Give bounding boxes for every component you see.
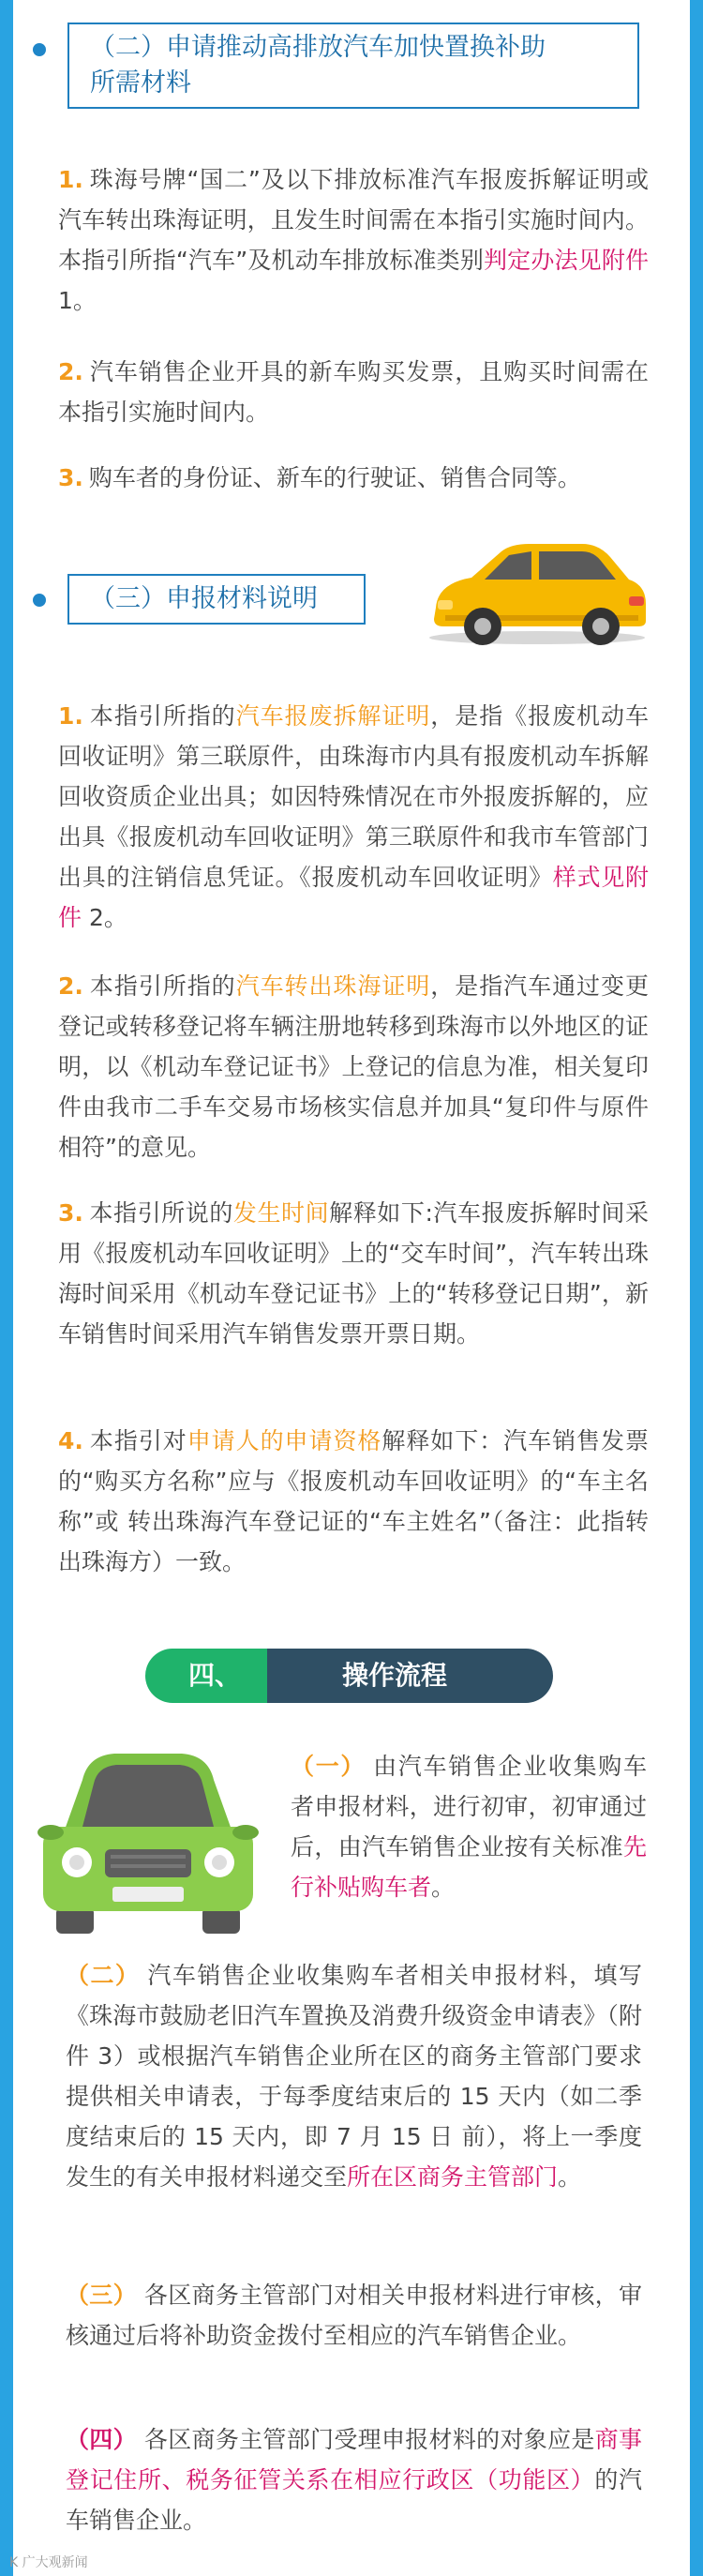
- section-banner-process: [145, 1649, 553, 1703]
- list-item: （三） 各区商务主管部门对相关申报材料进行审核，审核通过后将补助资金拨付至相应的汽车销售企业。: [66, 2282, 642, 2349]
- banner-title: 操作流程: [267, 1649, 553, 1703]
- banner-number: 四、: [145, 1649, 309, 1703]
- section-heading-materials: [67, 23, 639, 109]
- heading-line: （三）申报材料说明: [90, 584, 318, 613]
- list-item: 2. 本指引所指的汽车转出珠海证明，是指汽车通过变更登记或转移登记将车辆注册地转移到珠海市以外地区的证明，以《机动车登记证书》上登记的信息为准，相关复印件由我市二手车交易市场核实信息并加具“复印件与原件相符”的意见。: [58, 972, 649, 1161]
- yellow-car-icon: [417, 535, 651, 647]
- list-item: 3. 购车者的身份证、新车的行驶证、销售合同等。: [58, 464, 581, 491]
- list-item: 1. 本指引所指的汽车报废拆解证明，是指《报废机动车回收证明》第三联原件，由珠海市内具有报废机动车拆解回收资质企业出具；如因特殊情况在市外报废拆解的，应出具《报废机动车回收证明》第三联原件和我市车管部门出具的注销信息凭证。《报废机动车回收证明》样式见附件 2。: [58, 702, 649, 931]
- right-border: [690, 0, 703, 2576]
- list-item: （二） 汽车销售企业收集购车者相关申报材料，填写《珠海市鼓励老旧汽车置换及消费升级资金申请表》（附件 3）或根据汽车销售企业所在区的商务主管部门要求提供相关申请表，于每季度结束后的 15 天内（如二季度结束后的 15 天内，即 7 月 15 日 前），将上一季度发生的有关申报材料递交至所在区商务主管部门。: [66, 1962, 642, 2191]
- left-border: [0, 0, 13, 2576]
- circle-bullet-icon: [33, 43, 46, 56]
- circle-bullet-icon: [33, 594, 46, 607]
- heading-line: （二）申请推动高排放汽车加快置换补助: [90, 33, 546, 62]
- list-item: 2. 汽车销售企业开具的新车购买发票，且购买时间需在本指引实施时间内。: [58, 358, 649, 426]
- list-item: （四） 各区商务主管部门受理申报材料的对象应是商事登记住所、税务征管关系在相应行政区（功能区）的汽车销售企业。: [66, 2426, 642, 2534]
- list-item: （一） 由汽车销售企业收集购车者申报材料，进行初审，初审通过后，由汽车销售企业按有关标准先行补贴购车者。: [291, 1753, 647, 1901]
- watermark: K 广大观新闻: [9, 2555, 88, 2570]
- list-item: 1. 珠海号牌“国二”及以下排放标准汽车报废拆解证明或汽车转出珠海证明，且发生时间需在本指引实施时间内。本指引所指“汽车”及机动车排放标准类别判定办法见附件 1。: [58, 166, 649, 314]
- section-heading-explanation: [67, 574, 366, 625]
- green-car-icon: [36, 1742, 261, 1939]
- heading-line: 所需材料: [90, 68, 191, 98]
- list-item: 4. 本指引对申请人的申请资格解释如下：汽车销售发票的“购买方名称”应与《报废机动车回收证明》的“车主名称”或 转出珠海汽车登记证的“车主姓名”（备注：此指转出珠海方）一致。: [58, 1427, 649, 1575]
- list-item: 3. 本指引所说的发生时间解释如下:汽车报废拆解时间采用《报废机动车回收证明》上的“交车时间”，汽车转出珠海时间采用《机动车登记证书》上的“转移登记日期”，新车销售时间采用汽车销售发票开票日期。: [58, 1199, 649, 1348]
